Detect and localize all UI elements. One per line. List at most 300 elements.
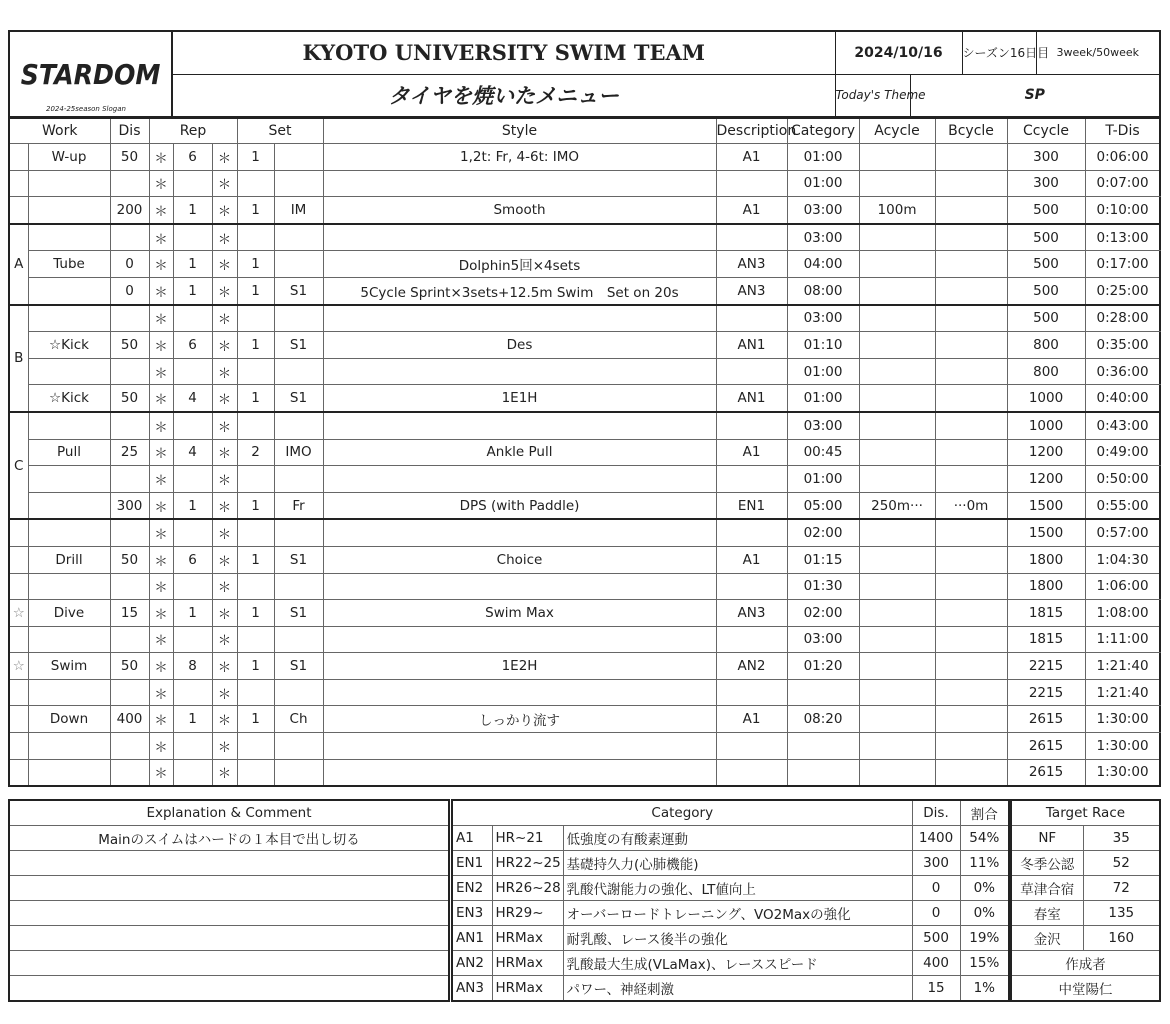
race-days: 72	[1083, 876, 1160, 901]
description-cell	[323, 759, 716, 786]
race-days: 135	[1083, 901, 1160, 926]
section-label	[9, 679, 28, 706]
description-cell	[323, 358, 716, 385]
description-cell: 1E2H	[323, 653, 716, 680]
multiply-sign: ＊	[149, 626, 173, 653]
multiply-sign: ＊	[149, 358, 173, 385]
multiply-sign: ＊	[149, 251, 173, 278]
bcycle-cell	[859, 251, 935, 278]
section-label	[9, 170, 28, 197]
total-distance-cell: 800	[1007, 358, 1085, 385]
acycle-cell: 00:45	[787, 439, 859, 466]
table-row	[9, 492, 1160, 519]
work-cell	[28, 277, 110, 304]
acycle-cell	[787, 759, 859, 786]
total-distance-cell: 1500	[1007, 519, 1085, 546]
total-distance-cell: 1815	[1007, 626, 1085, 653]
bcycle-cell	[859, 733, 935, 760]
category-code: AN1	[452, 926, 492, 951]
style-cell	[274, 251, 323, 278]
category-description: 低強度の有酸素運動	[563, 826, 912, 851]
multiply-sign: ＊	[149, 546, 173, 573]
bcycle-cell: 100m	[859, 197, 935, 224]
work-cell: Tube	[28, 251, 110, 278]
multiply-sign: ＊	[149, 197, 173, 224]
style-cell: S1	[274, 332, 323, 359]
total-time-cell: 0:25:00	[1085, 277, 1160, 304]
total-time-cell: 0:07:00	[1085, 170, 1160, 197]
logo-cell	[9, 31, 172, 117]
category-cell: A1	[716, 197, 787, 224]
race-row	[1011, 826, 1160, 851]
col-header-rep: Rep	[149, 118, 237, 144]
work-cell	[28, 679, 110, 706]
category-cell: AN3	[716, 277, 787, 304]
week-count: 3week/50week	[1036, 31, 1160, 74]
description-cell	[323, 573, 716, 600]
category-distance: 15	[912, 976, 960, 1002]
dis-cell: 50	[110, 653, 149, 680]
description-cell: Dolphin5回×4sets	[323, 251, 716, 278]
author-name: 中堂陽仁	[1011, 976, 1160, 1002]
table-row	[9, 358, 1160, 385]
description-cell: Des	[323, 332, 716, 359]
rep-cell: 8	[173, 653, 212, 680]
bcycle-cell	[859, 439, 935, 466]
category-ratio: 19%	[960, 926, 1009, 951]
table-row	[9, 733, 1160, 760]
table-row	[9, 305, 1160, 332]
style-cell: IM	[274, 197, 323, 224]
section-label: ☆	[9, 653, 28, 680]
total-time-cell: 0:57:00	[1085, 519, 1160, 546]
rep-cell: 6	[173, 546, 212, 573]
rep-cell: 1	[173, 492, 212, 519]
category-cell: AN3	[716, 600, 787, 627]
description-cell: DPS (with Paddle)	[323, 492, 716, 519]
multiply-sign: ＊	[212, 144, 237, 171]
category-cell	[716, 466, 787, 493]
menu-title: タイヤを焼いたメニュー	[172, 74, 835, 117]
section-label: A	[9, 224, 28, 305]
work-cell	[28, 519, 110, 546]
multiply-sign: ＊	[149, 466, 173, 493]
explanation-text: Mainのスイムはハードの１本目で出し切る	[9, 826, 449, 851]
bcycle-cell	[859, 626, 935, 653]
multiply-sign: ＊	[212, 197, 237, 224]
table-row	[9, 653, 1160, 680]
total-distance-cell: 500	[1007, 277, 1085, 304]
work-cell: ☆Kick	[28, 385, 110, 412]
style-cell	[274, 626, 323, 653]
acycle-cell: 01:00	[787, 385, 859, 412]
bcycle-cell	[859, 600, 935, 627]
set-cell: 2	[237, 439, 274, 466]
col-header-style: Style	[323, 118, 716, 144]
set-cell	[237, 679, 274, 706]
ccycle-cell	[935, 412, 1007, 439]
style-cell: S1	[274, 385, 323, 412]
description-cell: 1,2t: Fr, 4-6t: IMO	[323, 144, 716, 171]
total-distance-cell: 2615	[1007, 733, 1085, 760]
column-header-row	[9, 118, 1160, 144]
category-distance: 0	[912, 901, 960, 926]
acycle-cell: 01:15	[787, 546, 859, 573]
total-time-cell: 0:13:00	[1085, 224, 1160, 251]
ccycle-cell	[935, 277, 1007, 304]
set-cell: 1	[237, 332, 274, 359]
rep-cell: 4	[173, 385, 212, 412]
race-name: 春室	[1011, 901, 1083, 926]
race-row	[1011, 926, 1160, 951]
bcycle-cell	[859, 519, 935, 546]
style-cell	[274, 519, 323, 546]
style-cell	[274, 759, 323, 786]
category-cell: A1	[716, 546, 787, 573]
section-label	[9, 197, 28, 224]
acycle-cell: 03:00	[787, 224, 859, 251]
col-header-bcycle: Bcycle	[935, 118, 1007, 144]
ccycle-cell	[935, 546, 1007, 573]
total-distance-cell: 1500	[1007, 492, 1085, 519]
work-cell: Drill	[28, 546, 110, 573]
description-cell	[323, 466, 716, 493]
table-row	[9, 332, 1160, 359]
date: 2024/10/16	[835, 31, 962, 74]
multiply-sign: ＊	[149, 305, 173, 332]
total-time-cell: 1:21:40	[1085, 679, 1160, 706]
total-time-cell: 0:43:00	[1085, 412, 1160, 439]
description-cell: Swim Max	[323, 600, 716, 627]
category-description: 耐乳酸、レース後半の強化	[563, 926, 912, 951]
multiply-sign: ＊	[212, 626, 237, 653]
table-row	[9, 519, 1160, 546]
category-distance: 500	[912, 926, 960, 951]
col-header-description: Description	[716, 118, 787, 144]
rep-cell: 1	[173, 706, 212, 733]
category-cell: AN3	[716, 251, 787, 278]
dis-cell	[110, 412, 149, 439]
bcycle-cell	[859, 679, 935, 706]
bcycle-cell	[859, 332, 935, 359]
section-label	[9, 546, 28, 573]
total-distance-cell: 500	[1007, 197, 1085, 224]
rep-cell: 1	[173, 600, 212, 627]
work-cell	[28, 626, 110, 653]
dis-cell	[110, 224, 149, 251]
section-label: B	[9, 305, 28, 412]
style-cell: Fr	[274, 492, 323, 519]
multiply-sign: ＊	[149, 706, 173, 733]
bcycle-cell	[859, 466, 935, 493]
style-cell	[274, 412, 323, 439]
description-cell: しっかり流す	[323, 706, 716, 733]
rep-cell: 1	[173, 277, 212, 304]
bcycle-cell	[859, 358, 935, 385]
total-distance-cell: 1000	[1007, 385, 1085, 412]
dis-cell	[110, 733, 149, 760]
total-distance-cell: 800	[1007, 332, 1085, 359]
multiply-sign: ＊	[149, 332, 173, 359]
acycle-cell: 01:10	[787, 332, 859, 359]
race-row	[1011, 851, 1160, 876]
set-cell: 1	[237, 653, 274, 680]
description-cell	[323, 733, 716, 760]
explanation-table	[8, 799, 450, 1002]
set-cell: 1	[237, 251, 274, 278]
ccycle-cell	[935, 439, 1007, 466]
bcycle-cell	[859, 305, 935, 332]
multiply-sign: ＊	[212, 759, 237, 786]
rep-cell	[173, 573, 212, 600]
section-label	[9, 573, 28, 600]
table-row	[9, 224, 1160, 251]
rep-cell: 6	[173, 332, 212, 359]
multiply-sign: ＊	[212, 251, 237, 278]
total-time-cell: 1:06:00	[1085, 573, 1160, 600]
multiply-sign: ＊	[149, 277, 173, 304]
multiply-sign: ＊	[149, 224, 173, 251]
ccycle-cell	[935, 358, 1007, 385]
explanation-line	[9, 976, 449, 1002]
table-row	[9, 412, 1160, 439]
multiply-sign: ＊	[212, 733, 237, 760]
target-race-table	[1010, 799, 1161, 1002]
category-cell	[716, 305, 787, 332]
style-cell	[274, 733, 323, 760]
multiply-sign: ＊	[149, 412, 173, 439]
multiply-sign: ＊	[212, 519, 237, 546]
total-time-cell: 0:36:00	[1085, 358, 1160, 385]
rep-cell	[173, 733, 212, 760]
section-label	[9, 144, 28, 171]
category-code: EN1	[452, 851, 492, 876]
style-cell	[274, 224, 323, 251]
work-cell	[28, 170, 110, 197]
total-time-cell: 0:28:00	[1085, 305, 1160, 332]
theme-value: SP	[910, 74, 1160, 117]
total-distance-cell: 2215	[1007, 653, 1085, 680]
heart-rate-zone: HR~21	[492, 826, 563, 851]
total-time-cell: 1:30:00	[1085, 733, 1160, 760]
multiply-sign: ＊	[212, 492, 237, 519]
description-cell	[323, 170, 716, 197]
rep-cell	[173, 759, 212, 786]
category-cell: EN1	[716, 492, 787, 519]
table-row	[9, 626, 1160, 653]
acycle-cell: 05:00	[787, 492, 859, 519]
dis-cell	[110, 573, 149, 600]
category-cell	[716, 626, 787, 653]
dis-cell: 50	[110, 144, 149, 171]
multiply-sign: ＊	[212, 412, 237, 439]
set-cell: 1	[237, 197, 274, 224]
set-cell	[237, 224, 274, 251]
explanation-line	[9, 926, 449, 951]
total-distance-cell: 500	[1007, 251, 1085, 278]
bcycle-cell	[859, 224, 935, 251]
bcycle-cell	[859, 277, 935, 304]
dis-label: Dis.	[912, 800, 960, 826]
category-row	[452, 976, 1009, 1002]
ccycle-cell	[935, 170, 1007, 197]
work-cell	[28, 224, 110, 251]
category-row	[452, 851, 1009, 876]
acycle-cell: 01:00	[787, 170, 859, 197]
style-cell	[274, 679, 323, 706]
acycle-cell: 01:00	[787, 466, 859, 493]
category-ratio: 15%	[960, 951, 1009, 976]
bcycle-cell	[859, 759, 935, 786]
multiply-sign: ＊	[212, 679, 237, 706]
set-cell	[237, 358, 274, 385]
total-time-cell: 0:17:00	[1085, 251, 1160, 278]
total-distance-cell: 300	[1007, 144, 1085, 171]
total-time-cell: 1:11:00	[1085, 626, 1160, 653]
rep-cell	[173, 224, 212, 251]
category-ratio: 11%	[960, 851, 1009, 876]
dis-cell	[110, 626, 149, 653]
season-day: シーズン16日目	[962, 31, 1036, 74]
category-cell	[716, 519, 787, 546]
category-row	[452, 826, 1009, 851]
rep-cell: 1	[173, 197, 212, 224]
set-cell	[237, 170, 274, 197]
multiply-sign: ＊	[149, 653, 173, 680]
explanation-line	[9, 851, 449, 876]
rep-cell	[173, 412, 212, 439]
description-cell: Ankle Pull	[323, 439, 716, 466]
category-ratio: 0%	[960, 901, 1009, 926]
work-cell	[28, 412, 110, 439]
explanation-line	[9, 876, 449, 901]
work-cell	[28, 466, 110, 493]
acycle-cell	[787, 733, 859, 760]
bcycle-cell	[859, 170, 935, 197]
style-cell: Ch	[274, 706, 323, 733]
description-cell	[323, 519, 716, 546]
dis-cell: 50	[110, 546, 149, 573]
style-cell: IMO	[274, 439, 323, 466]
multiply-sign: ＊	[212, 466, 237, 493]
dis-cell: 50	[110, 385, 149, 412]
ccycle-cell	[935, 706, 1007, 733]
category-cell	[716, 358, 787, 385]
theme-label: Today's Theme	[835, 74, 910, 117]
team-name: KYOTO UNIVERSITY SWIM TEAM	[172, 31, 835, 74]
multiply-sign: ＊	[212, 706, 237, 733]
style-cell: S1	[274, 277, 323, 304]
set-cell: 1	[237, 144, 274, 171]
category-ratio: 1%	[960, 976, 1009, 1002]
rep-cell	[173, 170, 212, 197]
heart-rate-zone: HRMax	[492, 951, 563, 976]
ccycle-cell	[935, 600, 1007, 627]
style-cell	[274, 358, 323, 385]
col-header-category: Category	[787, 118, 859, 144]
category-distance: 400	[912, 951, 960, 976]
multiply-sign: ＊	[212, 385, 237, 412]
total-time-cell: 0:06:00	[1085, 144, 1160, 171]
ccycle-cell	[935, 573, 1007, 600]
set-cell: 1	[237, 706, 274, 733]
category-ratio: 0%	[960, 876, 1009, 901]
table-row	[9, 466, 1160, 493]
acycle-cell: 03:00	[787, 305, 859, 332]
multiply-sign: ＊	[149, 759, 173, 786]
work-cell: W-up	[28, 144, 110, 171]
ccycle-cell	[935, 759, 1007, 786]
section-label	[9, 759, 28, 786]
category-distance: 1400	[912, 826, 960, 851]
total-time-cell: 0:40:00	[1085, 385, 1160, 412]
bcycle-cell	[859, 573, 935, 600]
rep-cell: 6	[173, 144, 212, 171]
total-distance-cell: 300	[1007, 170, 1085, 197]
category-code: AN3	[452, 976, 492, 1002]
total-time-cell: 1:30:00	[1085, 759, 1160, 786]
category-row	[452, 876, 1009, 901]
multiply-sign: ＊	[149, 385, 173, 412]
category-cell: AN1	[716, 385, 787, 412]
total-time-cell: 0:35:00	[1085, 332, 1160, 359]
set-cell: 1	[237, 546, 274, 573]
multiply-sign: ＊	[149, 492, 173, 519]
category-description: オーバーロードトレーニング、VO2Maxの強化	[563, 901, 912, 926]
set-cell	[237, 305, 274, 332]
work-cell: ☆Kick	[28, 332, 110, 359]
category-code: A1	[452, 826, 492, 851]
race-row	[1011, 901, 1160, 926]
total-distance-cell: 1200	[1007, 466, 1085, 493]
category-cell: A1	[716, 144, 787, 171]
category-cell: AN1	[716, 332, 787, 359]
category-description: 乳酸最大生成(VLaMax)、レーススピード	[563, 951, 912, 976]
ccycle-cell	[935, 197, 1007, 224]
total-distance-cell: 1200	[1007, 439, 1085, 466]
ccycle-cell	[935, 224, 1007, 251]
acycle-cell: 02:00	[787, 600, 859, 627]
total-time-cell: 1:08:00	[1085, 600, 1160, 627]
category-ratio: 54%	[960, 826, 1009, 851]
category-description: パワー、神経刺激	[563, 976, 912, 1002]
work-cell: Down	[28, 706, 110, 733]
table-row	[9, 679, 1160, 706]
table-row	[9, 197, 1160, 224]
section-label	[9, 733, 28, 760]
table-row	[9, 706, 1160, 733]
section-label	[9, 706, 28, 733]
style-cell	[274, 170, 323, 197]
ccycle-cell	[935, 519, 1007, 546]
section-label	[9, 626, 28, 653]
description-cell	[323, 626, 716, 653]
dis-cell	[110, 170, 149, 197]
explanation-line	[9, 951, 449, 976]
total-time-cell: 0:55:00	[1085, 492, 1160, 519]
ccycle-cell	[935, 305, 1007, 332]
set-cell: 1	[237, 492, 274, 519]
set-cell	[237, 573, 274, 600]
style-cell	[274, 466, 323, 493]
acycle-cell: 03:00	[787, 626, 859, 653]
category-cell	[716, 412, 787, 439]
description-cell	[323, 224, 716, 251]
col-header-dis: Dis	[110, 118, 149, 144]
category-cell	[716, 224, 787, 251]
acycle-cell: 01:30	[787, 573, 859, 600]
total-distance-cell: 2615	[1007, 706, 1085, 733]
